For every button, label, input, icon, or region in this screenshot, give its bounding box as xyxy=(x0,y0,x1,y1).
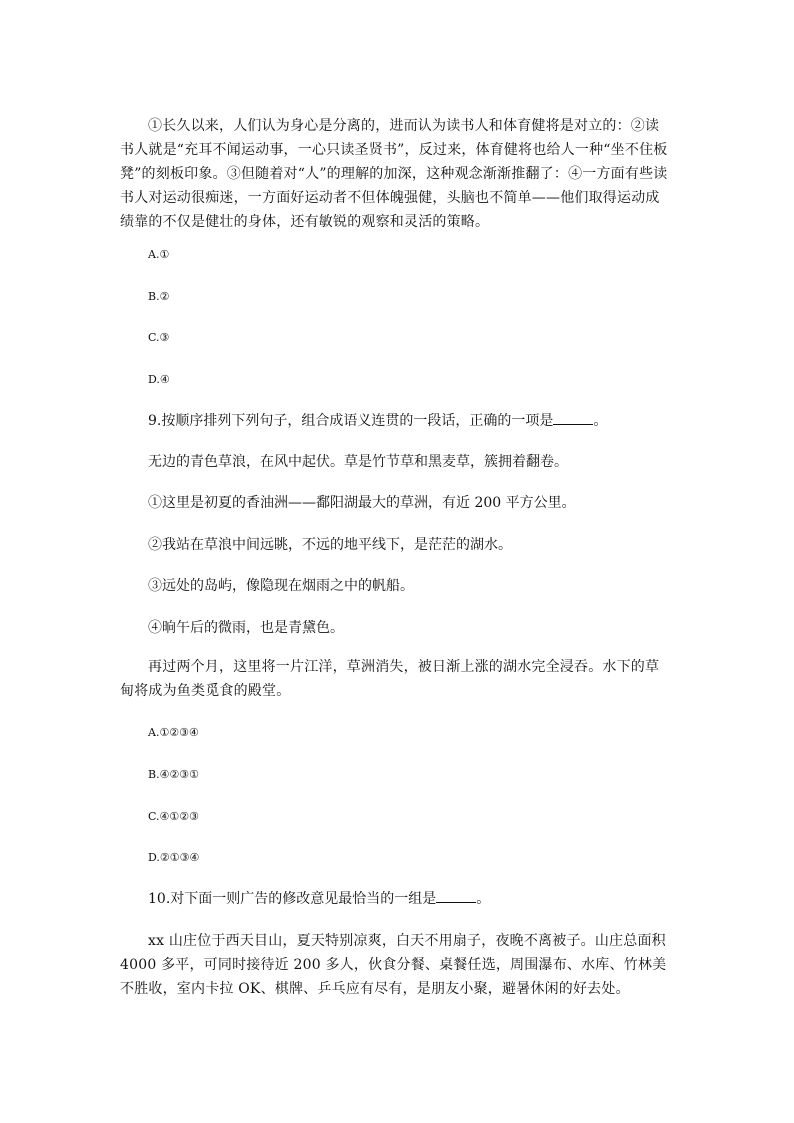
q9-sentence-2: ②我站在草浪中间远眺，不远的地平线下，是茫茫的湖水。 xyxy=(148,537,512,553)
q9-option-b: B.④②③① xyxy=(148,768,200,781)
q9-option-c: C.④①②③ xyxy=(148,810,199,823)
q10-stem: 10.对下面一则广告的修改意见最恰当的一组是 xyxy=(148,891,437,907)
q10-advertisement: xx 山庄位于西天目山，夏天特别凉爽，白天不用扇子，夜晚不离被子。山庄总面积 4000 多平，可同时接待近 200 多人，伙食分餐、桌餐任选，周围瀑布、水库、竹林美不胜收，室内卡拉 OK、棋牌、乒乓应有尽有，是朋友小聚，避暑休闲的好去处。 xyxy=(120,933,667,997)
q9-option-a: A.①②③④ xyxy=(148,726,199,739)
q9-stem-end: 。 xyxy=(593,413,608,429)
q10-stem-end: 。 xyxy=(476,891,491,907)
q9-question xyxy=(148,410,607,431)
q8-option-a: A.① xyxy=(148,248,170,261)
q8-option-b: B.② xyxy=(148,290,170,303)
q8-option-c: C.③ xyxy=(148,331,170,344)
q9-intro: 无边的青色草浪，在风中起伏。草是竹节草和黑麦草，簇拥着翻卷。 xyxy=(148,454,568,470)
passage-q8: ①长久以来，人们认为身心是分离的，进而认为读书人和体育健将是对立的：②读书人就是“充耳不闻运动事，一心只读圣贤书”，反过来，体育健将也给人一种“坐不住板凳”的刻板印象。③但随着对“人”的理解的加深，这种观念渐渐推翻了：④一方面有些读书人对运动很痴迷，一方面好运动者不但体魄强健，头脑也不简单——他们取得运动成绩靠的不仅是健壮的身体，还有敏锐的观察和灵活的策略。 xyxy=(120,118,668,230)
q9-outro: 再过两个月，这里将一片江洋，草洲消失，被日渐上涨的湖水完全浸吞。水下的草甸将成为鱼类觅食的殿堂。 xyxy=(120,659,660,699)
q9-sentence-4: ④晌午后的微雨，也是青黛色。 xyxy=(148,620,344,636)
q8-option-d: D.④ xyxy=(148,373,170,386)
q9-sentence-1: ①这里是初夏的香油洲——鄱阳湖最大的草洲，有近 200 平方公里。 xyxy=(148,495,576,511)
q10-question xyxy=(148,888,490,909)
q9-option-d: D.②①③④ xyxy=(148,851,200,864)
q10-answer-blank[interactable] xyxy=(436,888,476,903)
q9-answer-blank[interactable] xyxy=(553,410,593,425)
q9-stem: 9.按顺序排列下列句子，组合成语义连贯的一段话，正确的一项是 xyxy=(148,413,554,429)
q9-sentence-3: ③远处的岛屿，像隐现在烟雨之中的帆船。 xyxy=(148,578,414,594)
